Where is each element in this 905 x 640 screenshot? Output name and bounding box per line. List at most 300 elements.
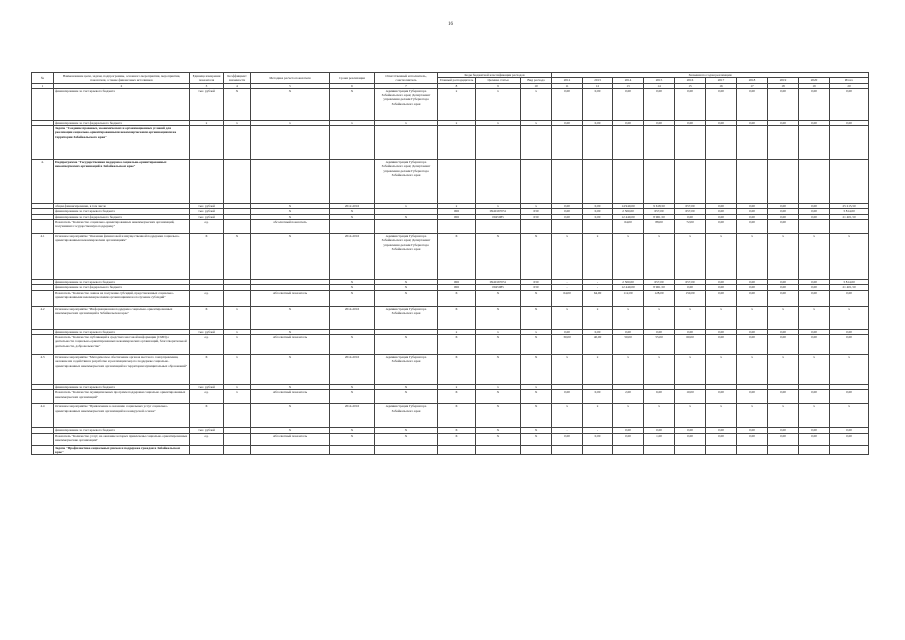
cell-name: Основное мероприятие "Оказание финансовой и имущественной поддержки социально-ориентированным некоммерческим организациям" xyxy=(54,234,190,280)
cell-num: 4.2 xyxy=(32,306,54,329)
cell-cs: Х xyxy=(476,354,521,384)
cell-value: 2 500,00 xyxy=(613,209,644,214)
cell-value: 8 961,50 xyxy=(644,285,675,290)
cell-value: 0,00 xyxy=(706,390,737,404)
cell-value: - xyxy=(583,285,613,290)
column-number: 7 xyxy=(375,83,438,88)
cell-cs: х xyxy=(476,329,521,334)
table-row xyxy=(32,88,869,120)
cell-vr: Х xyxy=(521,433,552,445)
cell-period xyxy=(330,160,375,204)
table-row xyxy=(32,126,869,160)
cell-value: 0,00 xyxy=(583,329,613,334)
cell-method: абсолютный показатель xyxy=(251,220,330,234)
cell-value: 0,00 xyxy=(737,290,768,306)
column-number: 2 xyxy=(54,83,190,88)
cell-value: 112,00 xyxy=(613,290,644,306)
cell-unit: Х xyxy=(190,404,224,428)
cell-value: 0,00 xyxy=(644,120,675,125)
cell-value xyxy=(644,160,675,204)
cell-value: 14 940,00 xyxy=(613,204,644,209)
cell-cs: 0940167051 xyxy=(476,209,521,214)
cell-value: х xyxy=(706,404,737,428)
cell-cs: х xyxy=(476,88,521,120)
cell-resp: Х xyxy=(375,280,438,285)
cell-unit xyxy=(190,160,224,204)
cell-value: 0,00 xyxy=(552,329,583,334)
cell-cs xyxy=(476,220,521,234)
header-coef: Коэффициент значимости xyxy=(224,73,251,84)
cell-name: финансирование за счет краевого бюджета xyxy=(54,384,190,389)
cell-value: 657,00 xyxy=(675,209,706,214)
cell-coef xyxy=(224,290,251,306)
cell-value: х xyxy=(613,306,644,329)
cell-resp: х xyxy=(375,120,438,125)
cell-period: Х xyxy=(330,290,375,306)
cell-value: 0,00 xyxy=(706,220,737,234)
cell-value: 0,00 xyxy=(768,88,799,120)
cell-resp: Х xyxy=(375,334,438,354)
cell-value: 0,00 xyxy=(799,209,830,214)
cell-coef: х xyxy=(224,306,251,329)
cell-cs xyxy=(476,126,521,160)
cell-value: 0,00 xyxy=(830,329,869,334)
cell-value: 0,00 xyxy=(768,329,799,334)
header-code-target: Целевая статья xyxy=(476,78,521,83)
cell-period: Х xyxy=(330,280,375,285)
cell-unit: ед. xyxy=(190,220,224,234)
cell-num: 4. xyxy=(32,160,54,204)
cell-gr: х xyxy=(438,329,476,334)
cell-value: 88,00 xyxy=(644,220,675,234)
cell-value: 0,00 xyxy=(830,290,869,306)
header-year: 2017 xyxy=(706,78,737,83)
cell-unit: тыс. рублей xyxy=(190,88,224,120)
cell-name: Задача "Профилактика социальных рисков и поддержка граждан в Забайкальском крае" xyxy=(54,445,190,455)
cell-vr: Х xyxy=(521,404,552,428)
column-number: 6 xyxy=(330,83,375,88)
cell-gr: Х xyxy=(438,404,476,428)
cell-value: х xyxy=(613,234,644,280)
cell-value: х xyxy=(675,404,706,428)
cell-value: 0,00 xyxy=(644,88,675,120)
cell-coef xyxy=(224,404,251,428)
cell-value: 0,00 xyxy=(737,120,768,125)
cell-value: 0,00 xyxy=(644,329,675,334)
cell-value: х xyxy=(706,306,737,329)
cell-coef: х xyxy=(224,390,251,404)
cell-value: х xyxy=(830,306,869,329)
cell-value: 0,00 xyxy=(675,214,706,219)
cell-value: 0,00 xyxy=(583,209,613,214)
cell-method: Абсолютный показатель xyxy=(251,334,330,354)
cell-method: Х xyxy=(251,88,330,120)
cell-resp: Х xyxy=(375,384,438,389)
cell-value: х xyxy=(706,354,737,384)
cell-value: 9 618,50 xyxy=(644,204,675,209)
header-resp: Ответственный исполнитель, соисполнитель xyxy=(375,73,438,84)
cell-value: х xyxy=(737,234,768,280)
program-table xyxy=(31,72,869,455)
cell-value: 0,00 xyxy=(552,204,583,209)
cell-value: 0,00 xyxy=(675,329,706,334)
cell-vr xyxy=(521,445,552,455)
column-number: 17 xyxy=(737,83,768,88)
cell-value xyxy=(644,126,675,160)
cell-value: 0,00 xyxy=(706,428,737,433)
cell-coef xyxy=(224,126,251,160)
cell-coef xyxy=(224,220,251,234)
cell-value: 0,00 xyxy=(675,433,706,445)
cell-value: х xyxy=(830,234,869,280)
cell-gr: Х xyxy=(438,428,476,433)
cell-method: Абсолютный показатель xyxy=(251,433,330,445)
cell-value: 657,00 xyxy=(644,280,675,285)
cell-value: 0,00 xyxy=(706,285,737,290)
cell-unit: Х xyxy=(190,234,224,280)
cell-value: х xyxy=(768,234,799,280)
cell-value xyxy=(737,445,768,455)
header-year: 2015 xyxy=(644,78,675,83)
cell-resp: х xyxy=(375,204,438,209)
cell-value: 0,00 xyxy=(768,390,799,404)
cell-value: 64,00 xyxy=(552,290,583,306)
cell-period xyxy=(330,445,375,455)
cell-value: х xyxy=(552,404,583,428)
cell-value: - xyxy=(552,285,583,290)
cell-value: 0,00 xyxy=(737,204,768,209)
cell-cs: Х xyxy=(476,428,521,433)
cell-value: 0,00 xyxy=(799,433,830,445)
cell-gr: Х xyxy=(438,306,476,329)
cell-vr: х xyxy=(521,88,552,120)
column-number: 5 xyxy=(251,83,330,88)
cell-method: Х xyxy=(251,204,330,209)
cell-vr: Х xyxy=(521,290,552,306)
column-number: 18 xyxy=(768,83,799,88)
cell-unit: Х xyxy=(190,306,224,329)
cell-value: х xyxy=(830,404,869,428)
cell-unit xyxy=(190,445,224,455)
cell-value: 0,00 xyxy=(799,329,830,334)
cell-value: 0,00 xyxy=(644,428,675,433)
header-code-vr: Вид расхода xyxy=(521,78,552,83)
cell-value: х xyxy=(583,404,613,428)
cell-cs: х xyxy=(476,120,521,125)
cell-name: Основное мероприятие "Методическое обеспечение органов местного самоуправления, оказание им содействия в разработке и реализации мер по поддержке социально-ориентированных некоммерческих организаций на территории муниципальных образований" xyxy=(54,354,190,384)
cell-value xyxy=(706,126,737,160)
cell-resp: Администрация Губернатора Забайкальского края; Департамент управления делами Губернатора Забайкальского края xyxy=(375,234,438,280)
cell-period xyxy=(330,220,375,234)
cell-gr: 006 xyxy=(438,285,476,290)
header-year: 2016 xyxy=(675,78,706,83)
cell-method xyxy=(251,126,330,160)
cell-value: 0,00 xyxy=(737,433,768,445)
cell-period: 2014-2016 xyxy=(330,234,375,280)
cell-value: х xyxy=(768,354,799,384)
cell-resp: Х xyxy=(375,285,438,290)
cell-value: 0,00 xyxy=(737,214,768,219)
cell-value xyxy=(613,445,644,455)
column-number: 9 xyxy=(476,83,521,88)
header-method: Методика расчета показателя xyxy=(251,73,330,84)
cell-value: 0,00 xyxy=(737,329,768,334)
cell-value: 0,00 xyxy=(706,204,737,209)
cell-unit: Х xyxy=(190,354,224,384)
cell-coef xyxy=(224,445,251,455)
cell-name: финансирование за счет краевого бюджета xyxy=(54,428,190,433)
cell-value: х xyxy=(644,354,675,384)
cell-value xyxy=(644,445,675,455)
cell-value: 0,00 xyxy=(737,209,768,214)
cell-value: 0,00 xyxy=(552,433,583,445)
cell-name: финансирование за счет краевого бюджета xyxy=(54,209,190,214)
cell-resp: Администрация Губернатора Забайкальского края xyxy=(375,354,438,384)
cell-gr: Х xyxy=(438,390,476,404)
cell-value: х xyxy=(768,306,799,329)
header-year: 2019 xyxy=(768,78,799,83)
cell-gr: х xyxy=(438,120,476,125)
cell-gr: Х xyxy=(438,334,476,354)
cell-name: Показатель "Количество услуг, на оказание которых привлечены социально-ориентированные некоммерческие организации" xyxy=(54,433,190,445)
cell-name: Подпрограмма "Государственная поддержка социально-ориентированных некоммерческих организаций в Забайкальском крае" xyxy=(54,160,190,204)
cell-num xyxy=(32,334,54,354)
cell-name: Основное мероприятие "Информационная поддержка социально-ориентированных некоммерческих организаций в Забайкальском крае" xyxy=(54,306,190,329)
cell-value xyxy=(799,126,830,160)
cell-gr: 006 xyxy=(438,280,476,285)
cell-period: Х xyxy=(330,384,375,389)
cell-gr: 006 xyxy=(438,209,476,214)
cell-unit: тыс. рублей xyxy=(190,204,224,209)
cell-vr xyxy=(521,160,552,204)
header-total: Итого xyxy=(830,78,869,83)
column-number: 14 xyxy=(644,83,675,88)
table-row xyxy=(32,445,869,455)
cell-cs: 0945085 xyxy=(476,285,521,290)
cell-cs xyxy=(476,445,521,455)
cell-cs: Х xyxy=(476,404,521,428)
table-body xyxy=(32,88,869,454)
cell-method: х xyxy=(251,120,330,125)
cell-value: 0,00 xyxy=(706,334,737,354)
cell-resp xyxy=(375,445,438,455)
cell-value: х xyxy=(799,306,830,329)
cell-value: 0,00 xyxy=(799,285,830,290)
cell-value: 0,00 xyxy=(613,428,644,433)
cell-method: Х xyxy=(251,354,330,384)
cell-method: Х xyxy=(251,306,330,329)
cell-resp: Х xyxy=(375,214,438,219)
cell-cs: 0940167051 xyxy=(476,280,521,285)
cell-num xyxy=(32,445,54,455)
cell-value: 0,00 xyxy=(799,120,830,125)
page-number: 16 xyxy=(448,22,453,27)
cell-value: 12 440,00 xyxy=(613,214,644,219)
header-year: 2013 xyxy=(583,78,613,83)
cell-vr: 630 xyxy=(521,214,552,219)
cell-vr: х xyxy=(521,120,552,125)
cell-value: 64,00 xyxy=(583,290,613,306)
cell-value: 8 961,50 xyxy=(644,214,675,219)
cell-value: 0,00 xyxy=(583,120,613,125)
cell-value: 0,00 xyxy=(830,433,869,445)
cell-value: 0,00 xyxy=(583,88,613,120)
header-name: Наименование цели, задачи, подпрограммы, основного мероприятия, мероприятия, показателя, а также финансовых источников xyxy=(54,73,190,84)
cell-resp: Х xyxy=(375,428,438,433)
cell-gr xyxy=(438,220,476,234)
cell-num xyxy=(32,220,54,234)
cell-method: Х xyxy=(251,329,330,334)
cell-value: х xyxy=(583,354,613,384)
cell-value: 40,00 xyxy=(583,334,613,354)
cell-resp: Х xyxy=(375,433,438,445)
cell-period: Х xyxy=(330,285,375,290)
cell-period xyxy=(330,126,375,160)
cell-method xyxy=(251,445,330,455)
cell-value: 1,00 xyxy=(644,433,675,445)
column-number: 11 xyxy=(552,83,583,88)
table-row xyxy=(32,390,869,404)
cell-value: 0,00 xyxy=(552,390,583,404)
cell-value: 0,00 xyxy=(799,280,830,285)
cell-period: 2012-2016 xyxy=(330,204,375,209)
cell-value xyxy=(799,220,830,234)
cell-value: х xyxy=(583,234,613,280)
cell-period: Х xyxy=(330,433,375,445)
table-row xyxy=(32,160,869,204)
cell-value xyxy=(768,126,799,160)
cell-value xyxy=(830,220,869,234)
cell-name: финансирование за счет федерального бюджета xyxy=(54,120,190,125)
cell-value: 0,00 xyxy=(613,433,644,445)
cell-value: 0,00 xyxy=(799,428,830,433)
cell-name: Показатель "Количество заявок на получение субсидий, представленных социально-ориентированными некоммерческими организациями на получение субсидий" xyxy=(54,290,190,306)
cell-vr: х xyxy=(521,329,552,334)
cell-value: 0,00 xyxy=(737,334,768,354)
cell-vr: 630 xyxy=(521,280,552,285)
cell-value xyxy=(675,126,706,160)
cell-num: 4.4 xyxy=(32,404,54,428)
cell-value: 6,00 xyxy=(644,390,675,404)
cell-resp: Администрация Губернатора Забайкальского края xyxy=(375,306,438,329)
cell-gr: Х xyxy=(438,433,476,445)
cell-period: Х xyxy=(330,209,375,214)
cell-num xyxy=(32,390,54,404)
table-row xyxy=(32,234,869,280)
cell-value xyxy=(830,126,869,160)
cell-value: 0,00 xyxy=(768,120,799,125)
cell-value xyxy=(675,160,706,204)
cell-value: 2 500,00 xyxy=(613,280,644,285)
cell-value: 2,00 xyxy=(613,390,644,404)
cell-value: 0,00 xyxy=(830,390,869,404)
cell-value xyxy=(768,445,799,455)
cell-vr: Х xyxy=(521,390,552,404)
cell-value: 0,00 xyxy=(583,214,613,219)
cell-value: 0,00 xyxy=(675,88,706,120)
cell-method xyxy=(251,160,330,204)
cell-value: 0,00 xyxy=(830,428,869,433)
cell-cs: Х xyxy=(476,234,521,280)
cell-value xyxy=(583,160,613,204)
cell-resp xyxy=(375,126,438,160)
cell-value: х xyxy=(644,404,675,428)
header-num: № xyxy=(32,73,54,84)
cell-cs: х xyxy=(476,204,521,209)
cell-value xyxy=(737,160,768,204)
cell-name: финансирование за счет федерального бюджета xyxy=(54,214,190,219)
cell-value: 0,00 xyxy=(552,209,583,214)
cell-vr: 630 xyxy=(521,285,552,290)
column-number: 19 xyxy=(799,83,830,88)
cell-value xyxy=(830,160,869,204)
cell-value xyxy=(552,126,583,160)
cell-gr: Х xyxy=(438,234,476,280)
cell-cs: Х xyxy=(476,334,521,354)
header-unit: Единица измерения показателя xyxy=(190,73,224,84)
cell-value: - xyxy=(552,428,583,433)
cell-unit: ед. xyxy=(190,433,224,445)
cell-num xyxy=(32,433,54,445)
cell-unit: тыс. рублей xyxy=(190,329,224,334)
cell-value: х xyxy=(552,234,583,280)
cell-vr: Х xyxy=(521,354,552,384)
cell-value: 0,00 xyxy=(706,329,737,334)
cell-value: 0,00 xyxy=(706,88,737,120)
cell-value: 12 440,00 xyxy=(613,285,644,290)
cell-unit: х xyxy=(190,120,224,125)
cell-value: 0,00 xyxy=(737,285,768,290)
cell-gr: Х xyxy=(438,354,476,384)
cell-value: 0,00 xyxy=(706,280,737,285)
cell-value xyxy=(613,126,644,160)
cell-period: Х xyxy=(330,214,375,219)
cell-unit: ед. xyxy=(190,290,224,306)
cell-gr: 006 xyxy=(438,214,476,219)
cell-value: 0,00 xyxy=(706,120,737,125)
cell-value: 10,00 xyxy=(675,390,706,404)
cell-value xyxy=(552,445,583,455)
cell-value: 0,00 xyxy=(799,88,830,120)
table-row xyxy=(32,404,869,428)
cell-gr: х xyxy=(438,88,476,120)
cell-cs: Х xyxy=(476,433,521,445)
cell-period: 2014-2016 xyxy=(330,306,375,329)
cell-value: х xyxy=(552,354,583,384)
cell-value: 0,00 xyxy=(706,214,737,219)
cell-value: х xyxy=(768,404,799,428)
cell-value: 150,00 xyxy=(675,290,706,306)
cell-cs: 0945085 xyxy=(476,214,521,219)
cell-value: 0,00 xyxy=(768,433,799,445)
cell-period: 2014-2016 xyxy=(330,404,375,428)
cell-value xyxy=(799,160,830,204)
cell-value xyxy=(799,445,830,455)
cell-period: х xyxy=(330,120,375,125)
cell-name: Показатель "Количество социально-ориентированных некоммерческих организаций, получивших государственную поддержку" xyxy=(54,220,190,234)
cell-vr: Х xyxy=(521,428,552,433)
cell-name: финансирование за счет краевого бюджета xyxy=(54,329,190,334)
cell-vr xyxy=(521,220,552,234)
cell-period: Х xyxy=(330,88,375,120)
column-number: 20 xyxy=(830,83,869,88)
cell-method: Х xyxy=(251,234,330,280)
cell-method: Х xyxy=(251,428,330,433)
cell-value xyxy=(737,126,768,160)
table-row xyxy=(32,354,869,384)
cell-vr: Х xyxy=(521,234,552,280)
cell-cs: Х xyxy=(476,290,521,306)
